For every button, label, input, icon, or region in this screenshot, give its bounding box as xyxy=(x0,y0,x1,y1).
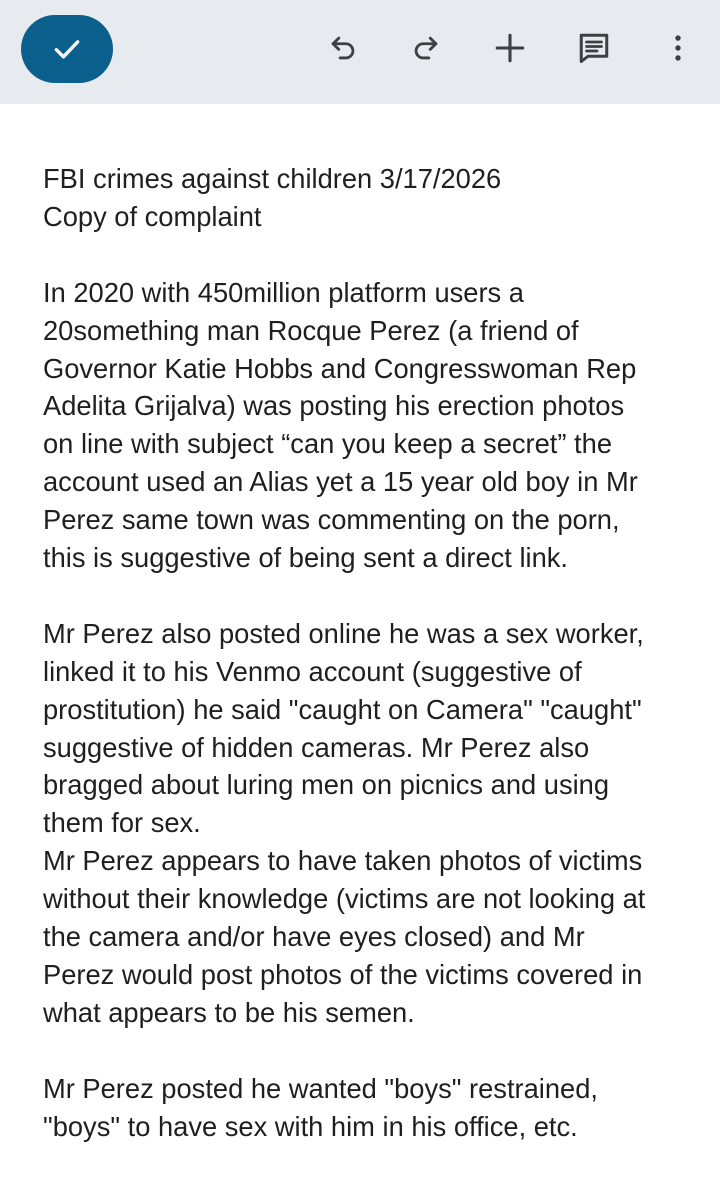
blank-line xyxy=(43,577,693,615)
blank-line xyxy=(43,1032,693,1070)
paragraph: Mr Perez also posted online he was a sex worker, linked it to his Venmo account (suggestive of prostitution) he said "caught on Camera" "caught" suggestive of hidden cameras. Mr Perez also bragged about luring men on picnics and using them for sex. xyxy=(43,617,644,839)
redo-button[interactable] xyxy=(402,24,450,72)
more-vert-icon xyxy=(661,31,695,65)
check-icon xyxy=(50,32,84,66)
done-button[interactable] xyxy=(21,15,113,83)
redo-icon xyxy=(409,31,443,65)
comment-icon xyxy=(576,30,612,66)
editor-toolbar xyxy=(0,0,720,104)
undo-icon xyxy=(326,31,360,65)
add-button[interactable] xyxy=(486,24,534,72)
undo-button[interactable] xyxy=(319,24,367,72)
blank-line xyxy=(43,236,693,274)
paragraph: Mr Perez posted he wanted "boys" restrained, "boys" to have sex with him in his office, etc. xyxy=(43,1072,598,1142)
paragraph: Mr Perez appears to have taken photos of victims without their knowledge (victims are not looking at the camera and/or have eyes closed) and Mr Perez would post photos of the victims covered in what appears to be his semen. xyxy=(43,845,646,1028)
comment-button[interactable] xyxy=(570,24,618,72)
plus-icon xyxy=(493,31,527,65)
paragraph: In 2020 with 450million platform users a 20something man Rocque Perez (a friend of Governor Katie Hobbs and Congresswoman Rep Adelita Grijalva) was posting his erection photos on line with subject “can you keep a secret” the account used an Alias yet a 15 year old boy in Mr Perez same town was commenting on the porn, this is suggestive of being sent a direct link. xyxy=(43,276,638,574)
document-heading: FBI crimes against children 3/17/2026 Copy of complaint xyxy=(43,163,502,232)
more-options-button[interactable] xyxy=(654,24,702,72)
document-body[interactable] xyxy=(43,160,693,1146)
